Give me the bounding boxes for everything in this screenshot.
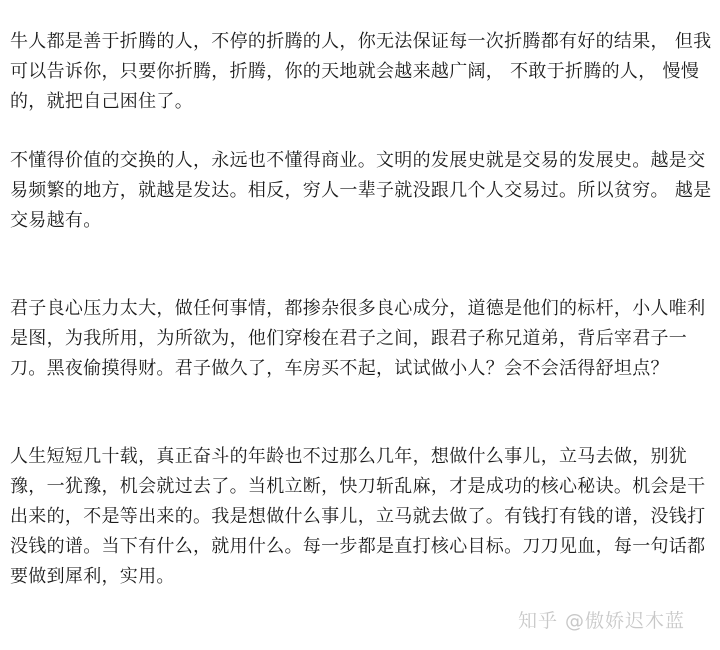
- paragraph-2: 不懂得价值的交换的人，永远也不懂得商业。文明的发展史就是交易的发展史。越是交易频繁的地方，就越是发达。相反，穷人一辈子就没跟几个人交易过。所以贫穷。 越是交易越有。: [10, 150, 712, 231]
- paragraph-4: 人生短短几十载，真正奋斗的年龄也不过那么几年，想做什么事儿，立马去做，别犹豫，一犹豫，机会就过去了。当机立断，快刀斩乱麻，才是成功的核心秘诀。机会是干出来的，不是等出来的。我是想做什么事儿，立马就去做了。有钱打有钱的谱，没钱打没钱的谱。当下有什么，就用什么。每一步都是直打核心目标。刀刀见血，每一句话都要做到犀利，实用。: [10, 446, 706, 587]
- paragraph-1: 牛人都是善于折腾的人，不停的折腾的人，你无法保证每一次折腾都有好的结果， 但我可以告诉你，只要你折腾，折腾，你的天地就会越来越广阔， 不敢于折腾的人， 慢慢的，就把自己困住了。: [10, 31, 712, 112]
- zhihu-watermark: 知乎 @傲娇迟木蓝: [518, 610, 686, 632]
- paragraph-3: 君子良心压力太大，做任何事情，都掺杂很多良心成分，道德是他们的标杆，小人唯利是图，为我所用，为所欲为，他们穿梭在君子之间，跟君子称兄道弟，背后宰君子一刀。黑夜偷摸得财。君子做久了，车房买不起，试试做小人？会不会活得舒坦点？: [10, 298, 706, 379]
- article-body: [10, 27, 714, 592]
